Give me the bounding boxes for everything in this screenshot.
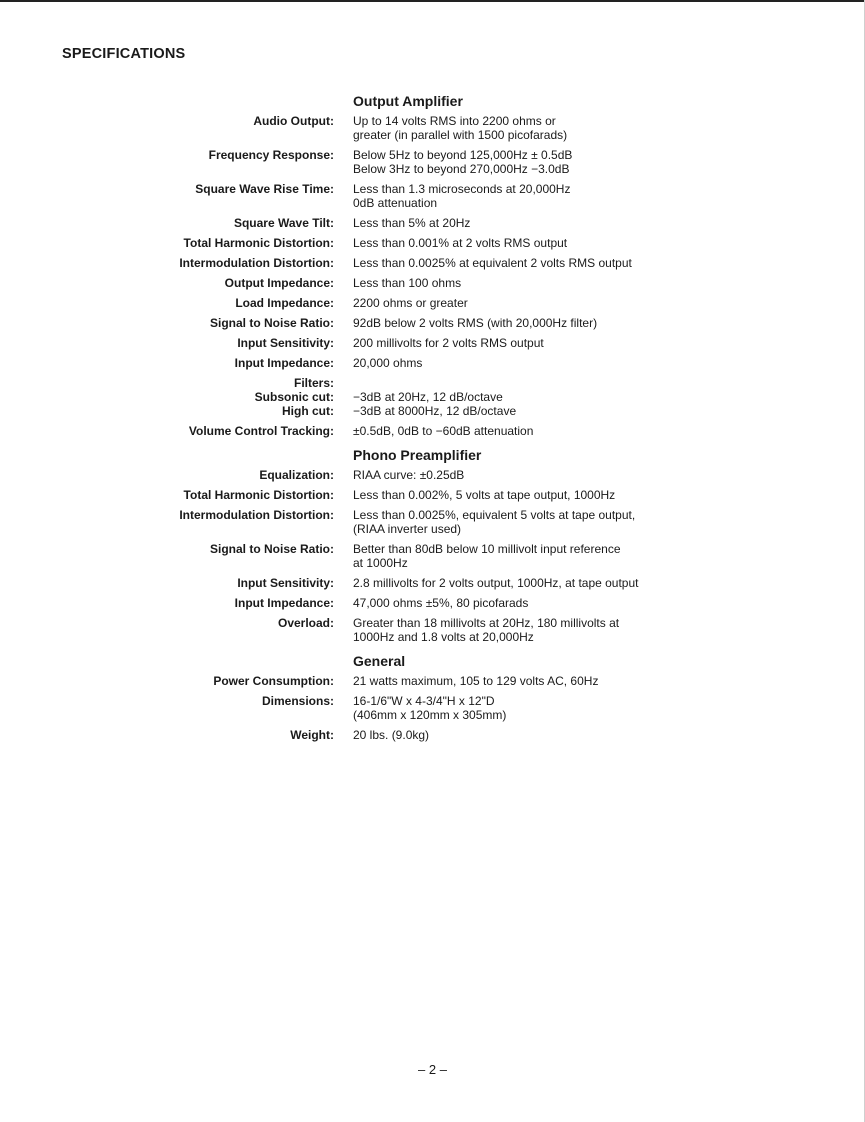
spec-row [0,216,865,230]
spec-value [353,728,793,742]
spec-label [0,694,334,708]
spec-value-line: 20,000 ohms [353,356,423,370]
spec-value [353,674,793,688]
spec-value-line: Less than 0.0025% at equivalent 2 volts RMS output [353,256,632,270]
spec-label [0,508,334,522]
spec-label-line: Output Impedance: [224,276,334,290]
spec-label [0,276,334,290]
spec-value [353,216,793,230]
spec-value-line: 47,000 ohms ±5%, 80 picofarads [353,596,529,610]
spec-label [0,296,334,310]
spec-row [0,508,865,536]
spec-value [353,596,793,610]
spec-value-line: greater (in parallel with 1500 picofarads) [353,128,568,142]
spec-value-line: 21 watts maximum, 105 to 129 volts AC, 60Hz [353,674,599,688]
spec-value-line: 1000Hz and 1.8 volts at 20,000Hz [353,630,534,644]
spec-label [0,236,334,250]
page-number: – 2 – [418,1062,447,1077]
spec-label-line: Intermodulation Distortion: [179,508,334,522]
section-heading: General [353,653,406,669]
spec-label [0,114,334,128]
spec-value [353,508,793,536]
spec-label-line: Weight: [290,728,334,742]
spec-row [0,674,865,688]
spec-value [353,148,793,176]
spec-value [353,356,793,370]
spec-row [0,424,865,438]
spec-label [0,148,334,162]
spec-label-line: Total Harmonic Distortion: [183,236,334,250]
spec-value-line: Less than 1.3 microseconds at 20,000Hz [353,182,571,196]
spec-label-line: Input Sensitivity: [237,336,334,350]
spec-value-line: (RIAA inverter used) [353,522,462,536]
spec-label-line: Overload: [277,616,334,630]
spec-label-line: Input Sensitivity: [237,576,334,590]
spec-value-line: Below 5Hz to beyond 125,000Hz ± 0.5dB [353,148,573,162]
spec-row [0,356,865,370]
spec-row [0,596,865,610]
spec-value-line: 2200 ohms or greater [353,296,468,310]
spec-label [0,542,334,556]
spec-value-line: 2.8 millivolts for 2 volts output, 1000Hz, at tape output [353,576,639,590]
spec-label-line: Power Consumption: [213,674,334,688]
spec-value-line: 200 millivolts for 2 volts RMS output [353,336,544,350]
spec-row [0,542,865,570]
spec-value-line: 0dB attenuation [353,196,438,210]
spec-label-line: Load Impedance: [235,296,334,310]
spec-label [0,316,334,330]
spec-value-line: 16-1/6"W x 4-3/4"H x 12"D [353,694,495,708]
spec-value-line: −3dB at 8000Hz, 12 dB/octave [353,404,517,418]
spec-label-line: Intermodulation Distortion: [179,256,334,270]
spec-row [0,114,865,142]
spec-row [0,488,865,502]
spec-label [0,576,334,590]
spec-value-line: Better than 80dB below 10 millivolt input reference [353,542,621,556]
spec-row [0,236,865,250]
spec-label-line: Total Harmonic Distortion: [183,488,334,502]
spec-label [0,182,334,196]
spec-label [0,468,334,482]
spec-value [353,694,793,722]
spec-value [353,488,793,502]
spec-value-line [353,376,793,390]
spec-value-line: (406mm x 120mm x 305mm) [353,708,507,722]
spec-label [0,424,334,438]
spec-value [353,114,793,142]
spec-row [0,182,865,210]
spec-value [353,256,793,270]
spec-value [353,336,793,350]
spec-value-line: Below 3Hz to beyond 270,000Hz −3.0dB [353,162,570,176]
spec-label-line: Dimensions: [261,694,334,708]
spec-label [0,728,334,742]
spec-label [0,216,334,230]
spec-label [0,376,334,418]
spec-value-line: Greater than 18 millivolts at 20Hz, 180 millivolts at [353,616,620,630]
spec-label-line: Volume Control Tracking: [188,424,334,438]
spec-value-line: Less than 0.001% at 2 volts RMS output [353,236,568,250]
specifications-body [0,92,865,748]
spec-label [0,488,334,502]
spec-label-line: Input Impedance: [234,356,334,370]
spec-row [0,694,865,722]
spec-row [0,316,865,330]
spec-row [0,728,865,742]
spec-value [353,576,793,590]
spec-value-line: Less than 0.0025%, equivalent 5 volts at tape output, [353,508,636,522]
spec-label-line: High cut: [282,404,334,418]
spec-row [0,576,865,590]
spec-value-line: at 1000Hz [353,556,408,570]
spec-row [0,296,865,310]
spec-label [0,356,334,370]
spec-value-line: 92dB below 2 volts RMS (with 20,000Hz filter) [353,316,598,330]
spec-value [353,616,793,644]
spec-label [0,596,334,610]
spec-value [353,236,793,250]
page-title: SPECIFICATIONS [62,46,186,62]
spec-value-line: Less than 100 ohms [353,276,462,290]
spec-label-line: Signal to Noise Ratio: [209,316,334,330]
spec-value [353,276,793,290]
spec-value [353,182,793,210]
spec-value-line: Up to 14 volts RMS into 2200 ohms or [353,114,556,128]
spec-value [353,296,793,310]
spec-value-line: Less than 0.002%, 5 volts at tape output, 1000Hz [353,488,616,502]
spec-value-line: −3dB at 20Hz, 12 dB/octave [353,390,503,404]
spec-row [0,148,865,176]
spec-value [353,468,793,482]
spec-label [0,674,334,688]
spec-value-line: RIAA curve: ±0.25dB [353,468,465,482]
spec-label [0,256,334,270]
spec-label-line: Audio Output: [253,114,334,128]
spec-value [353,542,793,570]
spec-value-line: ±0.5dB, 0dB to −60dB attenuation [353,424,534,438]
spec-row [0,276,865,290]
spec-value-line: Less than 5% at 20Hz [353,216,471,230]
top-border-rule [0,0,865,2]
spec-label [0,336,334,350]
spec-value [353,376,793,418]
spec-label-line: Filters: [293,376,334,390]
spec-label-line: Square Wave Rise Time: [195,182,334,196]
spec-value [353,316,793,330]
spec-row [0,336,865,350]
spec-row [0,256,865,270]
spec-value [353,424,793,438]
spec-label-line: Equalization: [259,468,334,482]
spec-label-line: Frequency Response: [208,148,334,162]
spec-value-line: 20 lbs. (9.0kg) [353,728,430,742]
spec-row [0,616,865,644]
spec-row [0,376,865,418]
section-heading: Output Amplifier [353,93,463,109]
spec-label-line: Input Impedance: [234,596,334,610]
spec-label [0,616,334,630]
spec-label-line: Signal to Noise Ratio: [209,542,334,556]
section-heading: Phono Preamplifier [353,447,482,463]
spec-row [0,468,865,482]
spec-label-line: Square Wave Tilt: [233,216,334,230]
spec-label-line: Subsonic cut: [254,390,334,404]
